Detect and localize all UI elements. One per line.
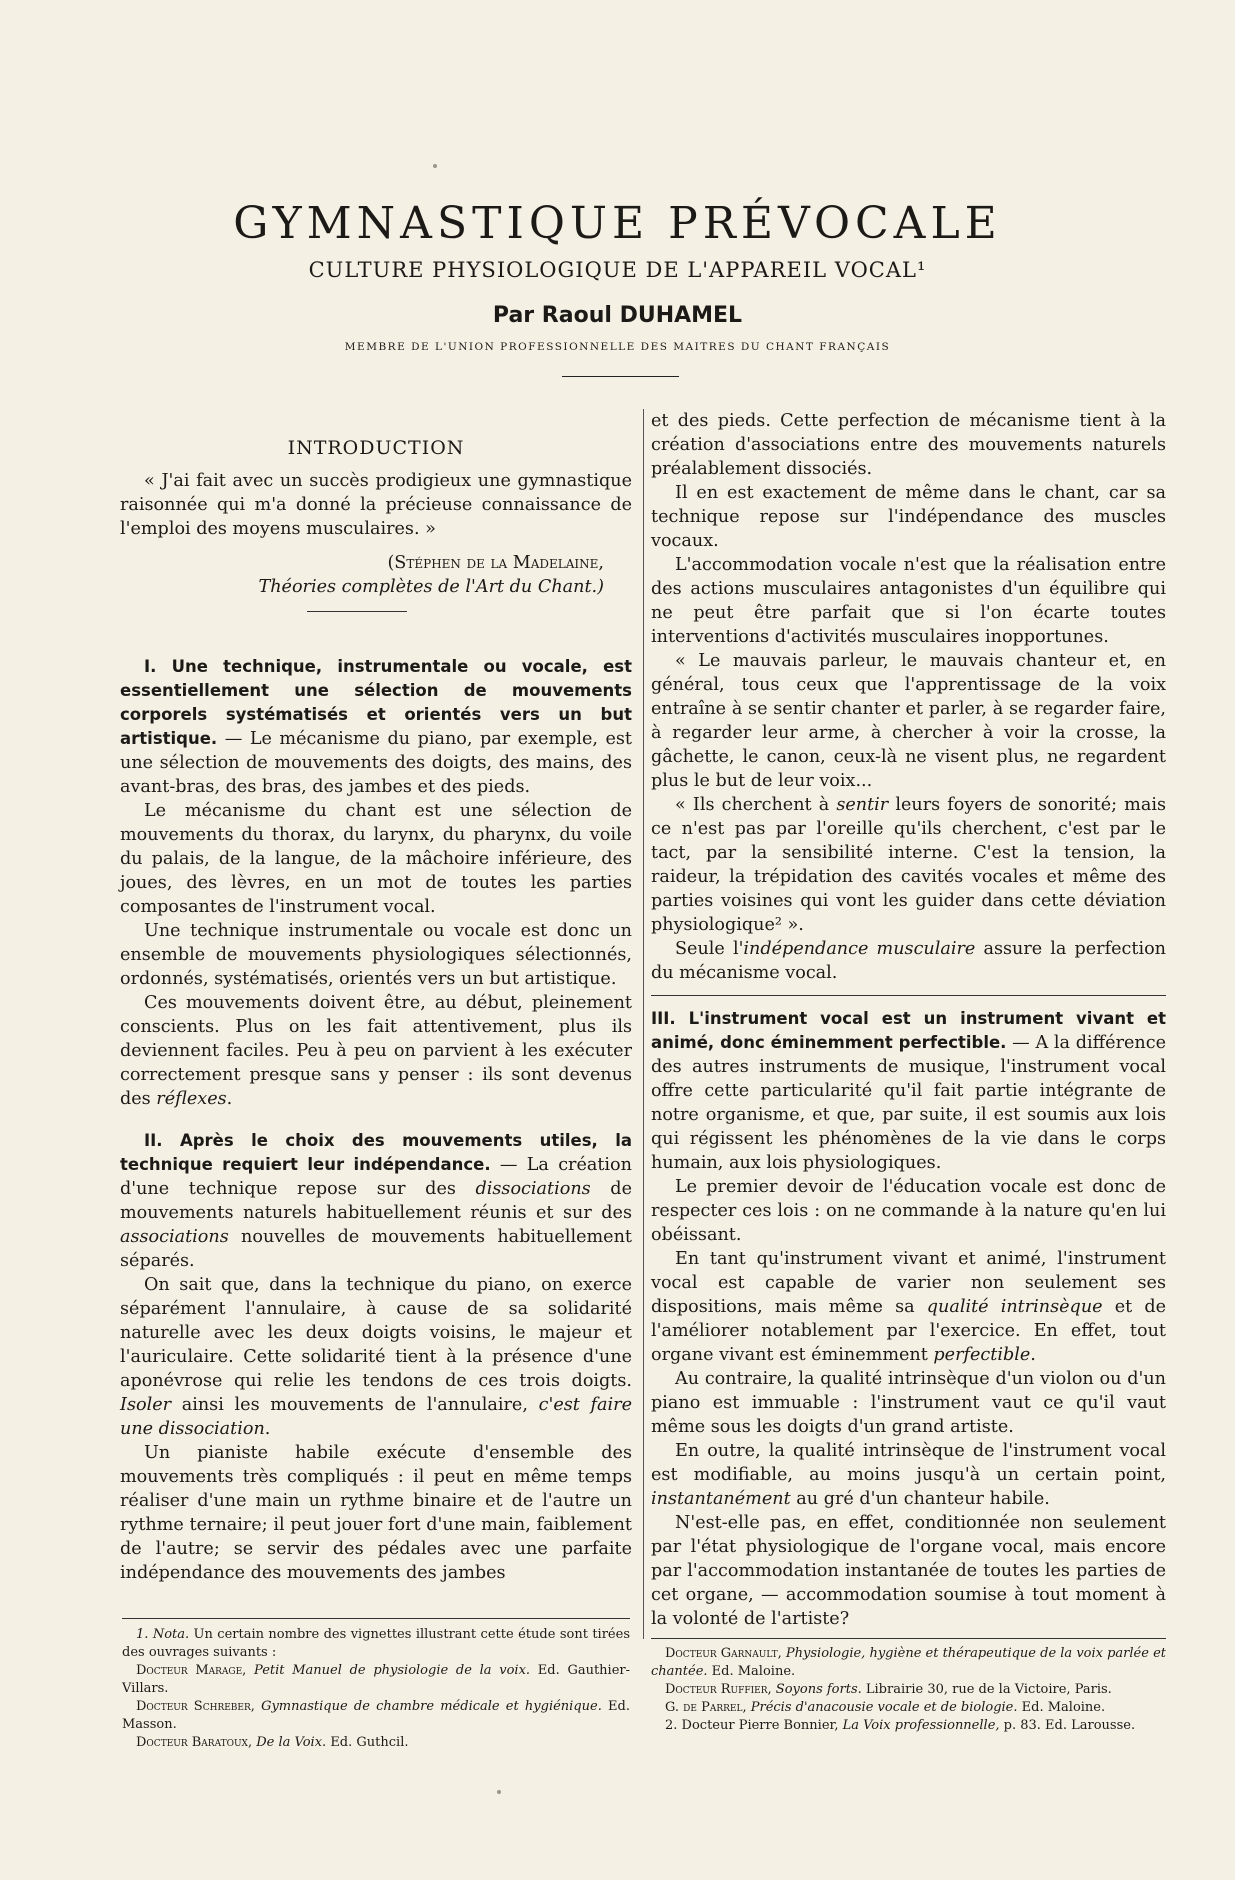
section-three-text: — A la différence des autres instruments de musique, l'instrument vocal offre cette particularité qu'il fait partie intégrante de notre organisme, et que, par suite, il est soumis aux lois qui régissent les phénomènes de la vie dans le corps humain, aux lois physiologiques. — [651, 1033, 1166, 1173]
text-run: assure la perfection du mécanisme vocal. — [651, 939, 1166, 983]
reference-author: Docteur Baratoux, — [136, 1735, 253, 1750]
reference-author: Docteur Schreber, — [136, 1699, 255, 1714]
emphasis-text: associations — [120, 1227, 229, 1247]
emphasis-text: perfectible — [933, 1345, 1031, 1365]
text-run: Ces mouvements doivent être, au début, pleinement conscients. Plus on les fait attentivement, plus ils deviennent faciles. Peu à peu on parvient à les exécuter correctement presque sans y penser : ils sont devenus des — [120, 993, 632, 1109]
footnote-marker: 1. Nota. — [136, 1627, 190, 1642]
emphasis-text: c'est faire une dissociation — [120, 1395, 632, 1439]
quote-source — [120, 551, 604, 599]
paragraph — [651, 793, 1166, 937]
reference-publisher: Ed. Guthcil. — [326, 1735, 409, 1750]
footnote-1 — [122, 1626, 630, 1662]
text-run: En tant qu'instrument vivant et animé, l'instrument vocal est capable de varier non seulement ses dispositions, mais même sa — [651, 1249, 1166, 1317]
text-run: « Ils cherchent à — [675, 795, 837, 815]
emphasis-text: Isoler — [120, 1395, 172, 1415]
paragraph: Au contraire, la qualité intrinsèque d'un violon ou d'un piano est immuable : l'instrument vaut ce qu'il vaut même sous les doigts d'un grand artiste. — [651, 1369, 1166, 1437]
quote-author: (Stéphen de la Madelaine, — [387, 553, 604, 573]
section-one-text: — Le mécanisme du piano, par exemple, est une sélection de mouvements des doigts, des mains, des avant-bras, des bras, des jambes et des pieds. — [120, 729, 632, 797]
reference-publisher: Ed. Maloine. — [707, 1664, 796, 1679]
reference-title: Petit Manuel de physiologie de la voix. — [246, 1663, 531, 1678]
reference-author: G. de Parrel, — [665, 1700, 747, 1715]
text-run: . — [1030, 1345, 1036, 1365]
paragraph: Le premier devoir de l'éducation vocale est donc de respecter ces lois : on ne commande à la nature qu'en lui obéissant. — [651, 1177, 1166, 1245]
paragraph: et des pieds. Cette perfection de mécanisme tient à la création d'associations entre des mouvements naturels préalablement dissociés. — [651, 411, 1166, 479]
footnote-divider-right — [651, 1638, 1166, 1639]
emphasis-text: sentir — [836, 795, 889, 815]
section-one — [120, 655, 632, 799]
speck-mark — [497, 1790, 501, 1794]
right-column — [651, 409, 1166, 1631]
footnotes-left — [122, 1626, 630, 1752]
reference-publisher: p. 83. Ed. Larousse. — [999, 1718, 1136, 1733]
section-two — [120, 1129, 632, 1273]
reference-author: Docteur Marage, — [136, 1663, 247, 1678]
reference-publisher: Ed. Maloine. — [1017, 1700, 1106, 1715]
article-subtitle: CULTURE PHYSIOLOGIQUE DE L'APPAREIL VOCAL¹ — [308, 258, 927, 282]
section-two-lead: II. Après le choix des mouvements utiles, la technique requiert leur indépendance. — [120, 1131, 632, 1174]
article-author: Par Raoul DUHAMEL — [492, 303, 743, 328]
column-divider — [643, 409, 644, 1639]
title-divider — [562, 376, 679, 377]
text-run: Seule l' — [675, 939, 744, 959]
text-run: . — [226, 1089, 233, 1109]
emphasis-text: dissociations — [475, 1179, 591, 1199]
text-run: . — [264, 1419, 271, 1439]
text-run: nouvelles de mouvements habituellement séparés. — [120, 1227, 632, 1271]
reference-title: Gymnastique de chambre médicale et hygiénique. — [254, 1699, 602, 1714]
reference-publisher: Ed. Masson. — [122, 1699, 630, 1732]
section-one-lead: I. Une technique, instrumentale ou vocale, est essentiellement une sélection de mouvements corporels systématisés et orientés vers un but artistique. — [120, 657, 632, 748]
reference-publisher: Ed. Gauthier-Villars. — [122, 1663, 631, 1696]
emphasis-text: qualité intrinsèque — [926, 1297, 1103, 1317]
reference-title: Physiologie, hygiène et thérapeutique de la voix parlée et chantée. — [651, 1646, 1166, 1679]
emphasis-text: indépendance musculaire — [743, 939, 976, 959]
text-run: ainsi les mouvements de l'annulaire, — [171, 1395, 539, 1415]
footnote-reference — [122, 1734, 630, 1752]
reference-title: La Voix professionnelle, — [838, 1718, 1000, 1733]
footnote-marker: 2. Docteur Pierre Bonnier, — [665, 1718, 839, 1733]
footnote-2 — [651, 1717, 1166, 1735]
footnote-reference — [122, 1698, 630, 1734]
paragraph: Un pianiste habile exécute d'ensemble des mouvements très compliqués : il peut en même temps réaliser d'une main un rythme binaire et de l'autre un rythme ternaire; il peut jouer fort d'une main, faiblement de l'autre; se servir des pédales avec une parfaite indépendance des mouvements des jambes — [120, 1443, 632, 1583]
article-title: GYMNASTIQUE PRÉVOCALE — [233, 198, 1002, 249]
paragraph — [651, 937, 1166, 985]
left-column — [120, 436, 632, 1585]
speck-mark — [433, 164, 437, 168]
footnote-reference — [651, 1699, 1166, 1717]
paragraph: « Le mauvais parleur, le mauvais chanteur et, en général, tous ceux que l'apprentissage de la voix entraîne à se sentir chanter et parler, à se regarder faire, à regarder leur arme, à chercher à voir la crosse, la gâchette, le canon, ceux-là ne visent plus, ne regardent plus le but de leur voix... — [651, 651, 1166, 791]
section-divider-space — [651, 985, 1166, 1007]
footnote-reference — [651, 1681, 1166, 1699]
text-run: En outre, la qualité intrinsèque de l'instrument vocal est modifiable, au moins jusqu'à un certain point, — [651, 1441, 1166, 1485]
paragraph: Il en est exactement de même dans le chant, car sa technique repose sur l'indépendance des muscles vocaux. — [651, 483, 1166, 551]
footnote-reference — [122, 1662, 630, 1698]
paragraph — [651, 1247, 1166, 1367]
emphasis-text: instantanément — [651, 1489, 791, 1509]
footnote-reference — [651, 1645, 1166, 1681]
paragraph — [120, 991, 632, 1111]
section-three-lead: III. L'instrument vocal est un instrument vivant et animé, donc éminemment perfectible. — [651, 1009, 1166, 1052]
text-run: — La création d'une technique repose sur des — [120, 1155, 632, 1199]
text-run: au gré d'un chanteur habile. — [790, 1489, 1050, 1509]
reference-title: Soyons forts. — [771, 1682, 862, 1697]
paragraph — [651, 1439, 1166, 1511]
paragraph — [120, 1273, 632, 1441]
intro-quote: « J'ai fait avec un succès prodigieux une gymnastique raisonnée qui m'a donné la précieuse connaissance de l'emploi des moyens musculaires. » — [120, 471, 632, 539]
emphasis-text: réflexes — [156, 1089, 227, 1109]
reference-author: Docteur Ruffier, — [665, 1682, 772, 1697]
quote-divider — [307, 611, 407, 612]
quote-work: Théories complètes de l'Art du Chant.) — [258, 577, 604, 597]
text-run: et de l'améliorer notablement par l'exercice. En effet, tout organe vivant est éminemment — [651, 1297, 1167, 1365]
section-divider — [651, 995, 1166, 996]
text-run: On sait que, dans la technique du piano, on exerce séparément l'annulaire, à cause de sa solidarité naturelle avec les deux doigts voisins, le majeur et l'auriculaire. Cette solidarité tient à la présence d'une aponévrose qui relie les tendons de ces trois doigts. — [120, 1275, 632, 1391]
text-run: de mouvements naturels habituellement réunis et sur des — [120, 1179, 632, 1223]
reference-title: Précis d'anacousie vocale et de biologie. — [746, 1700, 1018, 1715]
reference-title: De la Voix. — [252, 1735, 327, 1750]
paragraph: L'accommodation vocale n'est que la réalisation entre des actions musculaires antagonistes d'un équilibre qui ne peut être parfait que si l'on écarte toutes interventions d'activités musculaires inopportunes. — [651, 555, 1166, 647]
text-run: leurs foyers de sonorité; mais ce n'est pas par l'oreille qu'ils cherchent, c'est par le tact, par la sensibilité interne. C'est la tension, la raideur, la trépidation des cavités vocales et même des parties voisines qui vont les guider dans cette déviation physiologique² ». — [651, 795, 1166, 935]
quote-divider-space — [120, 599, 632, 633]
paragraph: Le mécanisme du chant est une sélection de mouvements du thorax, du larynx, du pharynx, du voile du palais, de la langue, de la mâchoire inférieure, des joues, des lèvres, en un mot de toutes les parties composantes de l'instrument vocal. — [120, 801, 632, 917]
author-affiliation: MEMBRE DE L'UNION PROFESSIONNELLE DES MAITRES DU CHANT FRANÇAIS — [344, 341, 891, 353]
reference-publisher: Librairie 30, rue de la Victoire, Paris. — [861, 1682, 1112, 1697]
paragraph: Une technique instrumentale ou vocale est donc un ensemble de mouvements physiologiques sélectionnés, ordonnés, systématisés, orientés vers un but artistique. — [120, 921, 632, 989]
footnote-text: Un certain nombre des vignettes illustrant cette étude sont tirées des ouvrages suivants : — [122, 1627, 630, 1660]
footnotes-right — [651, 1645, 1166, 1735]
section-three — [651, 1007, 1166, 1175]
paragraph: N'est-elle pas, en effet, conditionnée non seulement par l'état physiologique de l'organe vocal, mais encore par l'accommodation instantanée de toutes les parties de cet organe, — accommodation soumise à tout moment à la volonté de l'artiste? — [651, 1513, 1166, 1629]
footnote-divider-left — [122, 1618, 630, 1619]
intro-heading: INTRODUCTION — [287, 437, 465, 459]
reference-author: Docteur Garnault, — [665, 1646, 782, 1661]
